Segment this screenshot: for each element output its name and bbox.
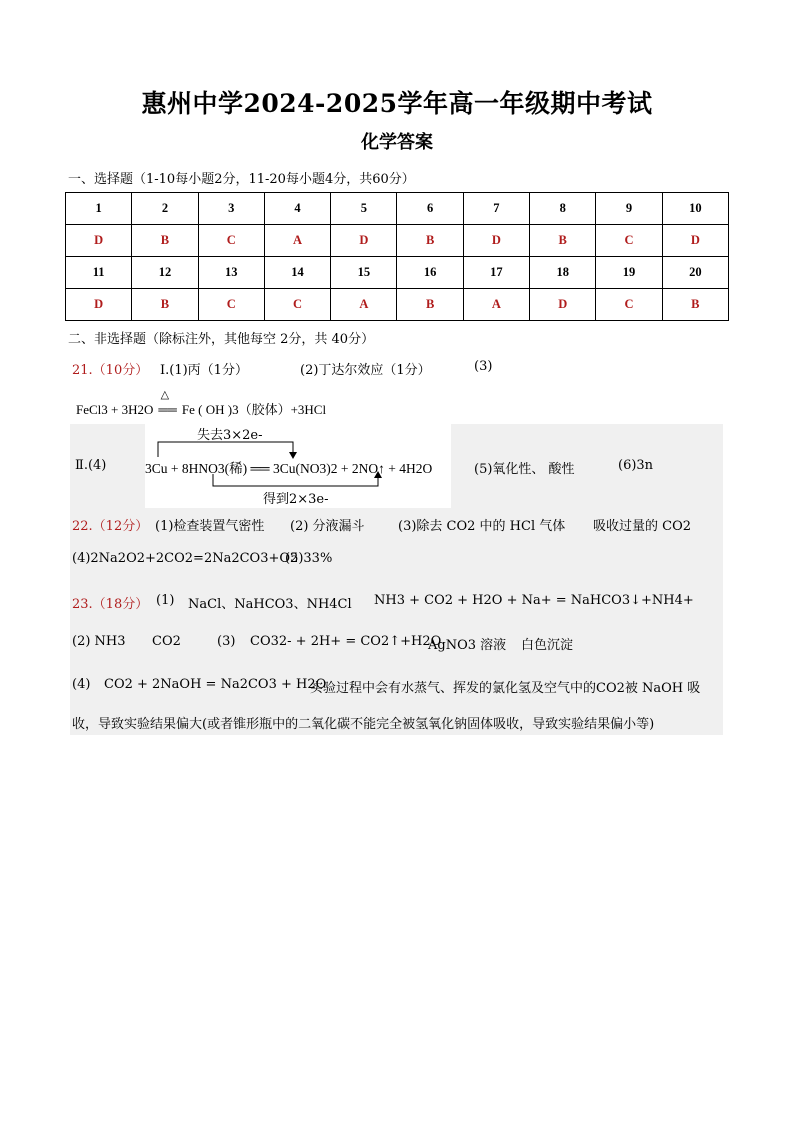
- question-number: 7: [463, 193, 529, 225]
- question-number: 8: [530, 193, 596, 225]
- question-number: 2: [132, 193, 198, 225]
- answer-cell: C: [198, 225, 264, 257]
- electron-gained-label: 得到2×3e-: [263, 492, 329, 507]
- q21-part3-label: (3): [474, 359, 493, 374]
- answer-cell: C: [264, 289, 330, 321]
- equation-left: FeCl3 + 3H2O: [76, 402, 154, 417]
- q21-part1: Ⅰ.(1)丙（1分）: [160, 363, 248, 378]
- answer-cell: D: [331, 225, 397, 257]
- q23-part1-label: (1): [156, 593, 175, 608]
- q22-part1: (1)检查装置气密性: [155, 519, 265, 534]
- section-2-heading: 二、非选择题（除标注外，其他每空 2分，共 40分）: [68, 332, 375, 347]
- q23-part2b: CO2: [152, 634, 181, 649]
- answer-cell: D: [662, 225, 728, 257]
- q23-part2: (2) NH3: [72, 634, 126, 649]
- q23-part3-label: (3): [217, 634, 236, 649]
- answer-cell: B: [662, 289, 728, 321]
- question-number: 4: [264, 193, 330, 225]
- answer-cell: C: [596, 289, 662, 321]
- q23-part3c: 白色沉淀: [521, 638, 574, 653]
- question-number: 5: [331, 193, 397, 225]
- q22-part5: (5)33%: [285, 551, 333, 566]
- question-number: 1: [66, 193, 132, 225]
- question-number: 19: [596, 257, 662, 289]
- table-row: [66, 257, 729, 289]
- question-number: 11: [66, 257, 132, 289]
- q23-part4a: CO2 + 2NaOH = Na2CO3 + H2O: [104, 677, 327, 692]
- electron-lost-label: 失去3×2e-: [197, 428, 263, 443]
- question-number: 6: [397, 193, 463, 225]
- question-number: 12: [132, 257, 198, 289]
- q21-part6: (6)3n: [618, 458, 654, 473]
- question-number: 14: [264, 257, 330, 289]
- answer-cell: B: [397, 225, 463, 257]
- q22-part4: (4)2Na2O2+2CO2=2Na2CO3+O2: [72, 551, 299, 566]
- answer-cell: C: [198, 289, 264, 321]
- q21-equation: [76, 389, 327, 418]
- answer-cell: C: [596, 225, 662, 257]
- answer-cell: A: [463, 289, 529, 321]
- answer-cell: B: [397, 289, 463, 321]
- question-number: 9: [596, 193, 662, 225]
- q23-part4b: 实验过程中会有水蒸气、挥发的氯化氢及空气中的CO2被 NaOH 吸: [310, 681, 701, 696]
- question-22-number: 22.（12分）: [72, 519, 149, 534]
- question-number: 20: [662, 257, 728, 289]
- question-23-number: 23.（18分）: [72, 597, 149, 612]
- question-number: 13: [198, 257, 264, 289]
- q21-part5: (5)氧化性、 酸性: [474, 462, 575, 477]
- answer-cell: D: [66, 289, 132, 321]
- q23-part1a: NaCl、NaHCO3、NH4Cl: [188, 597, 352, 612]
- answer-cell: D: [463, 225, 529, 257]
- table-row: [66, 289, 729, 321]
- question-number: 15: [331, 257, 397, 289]
- q23-part1b: NH3 + CO2 + H2O + Na+ = NaHCO3↓+NH4+: [374, 593, 694, 608]
- table-row: [66, 225, 729, 257]
- question-number: 16: [397, 257, 463, 289]
- question-21-number: 21.（10分）: [72, 363, 149, 378]
- q23-part3b: AgNO3 溶液: [428, 638, 507, 653]
- page-subtitle: 化学答案: [361, 132, 433, 153]
- section-1-heading: 一、选择题（1-10每小题2分，11-20每小题4分，共60分）: [68, 172, 415, 187]
- heat-arrow: △ ══: [158, 389, 177, 417]
- q22-part3b: 吸收过量的 CO2: [593, 519, 692, 534]
- answer-cell: D: [66, 225, 132, 257]
- q21-part2: (2)丁达尔效应（1分）: [300, 363, 431, 378]
- question-number: 18: [530, 257, 596, 289]
- q23-part4c: 收，导致实验结果偏大(或者锥形瓶中的二氧化碳不能完全被氢氧化钠固体吸收，导致实验结果偏小等): [72, 717, 655, 732]
- heat-triangle-icon: △: [160, 389, 170, 401]
- q22-part3: (3)除去 CO2 中的 HCl 气体: [398, 519, 566, 534]
- answer-cell: B: [530, 225, 596, 257]
- question-number: 3: [198, 193, 264, 225]
- q21-part4-label: Ⅱ.(4): [75, 458, 107, 473]
- q22-part2: (2) 分液漏斗: [290, 519, 365, 534]
- q23-part4-label: (4): [72, 677, 91, 692]
- answer-cell: A: [264, 225, 330, 257]
- redox-electron-transfer-diagram: [145, 424, 451, 508]
- answer-cell: D: [530, 289, 596, 321]
- q23-part3a: CO32- + 2H+ = CO2↑+H2O: [250, 634, 442, 649]
- multiple-choice-answer-table: [65, 192, 729, 321]
- question-number: 10: [662, 193, 728, 225]
- answer-cell: B: [132, 289, 198, 321]
- redox-equation: 3Cu + 8HNO3(稀) ══ 3Cu(NO3)2 + 2NO↑ + 4H2O: [145, 461, 433, 476]
- page-title: 惠州中学2024-2025学年高一年级期中考试: [141, 89, 653, 118]
- equation-right: Fe ( OH )3（胶体）+3HCl: [181, 402, 327, 417]
- answer-cell: A: [331, 289, 397, 321]
- question-number: 17: [463, 257, 529, 289]
- table-row: [66, 193, 729, 225]
- answer-cell: B: [132, 225, 198, 257]
